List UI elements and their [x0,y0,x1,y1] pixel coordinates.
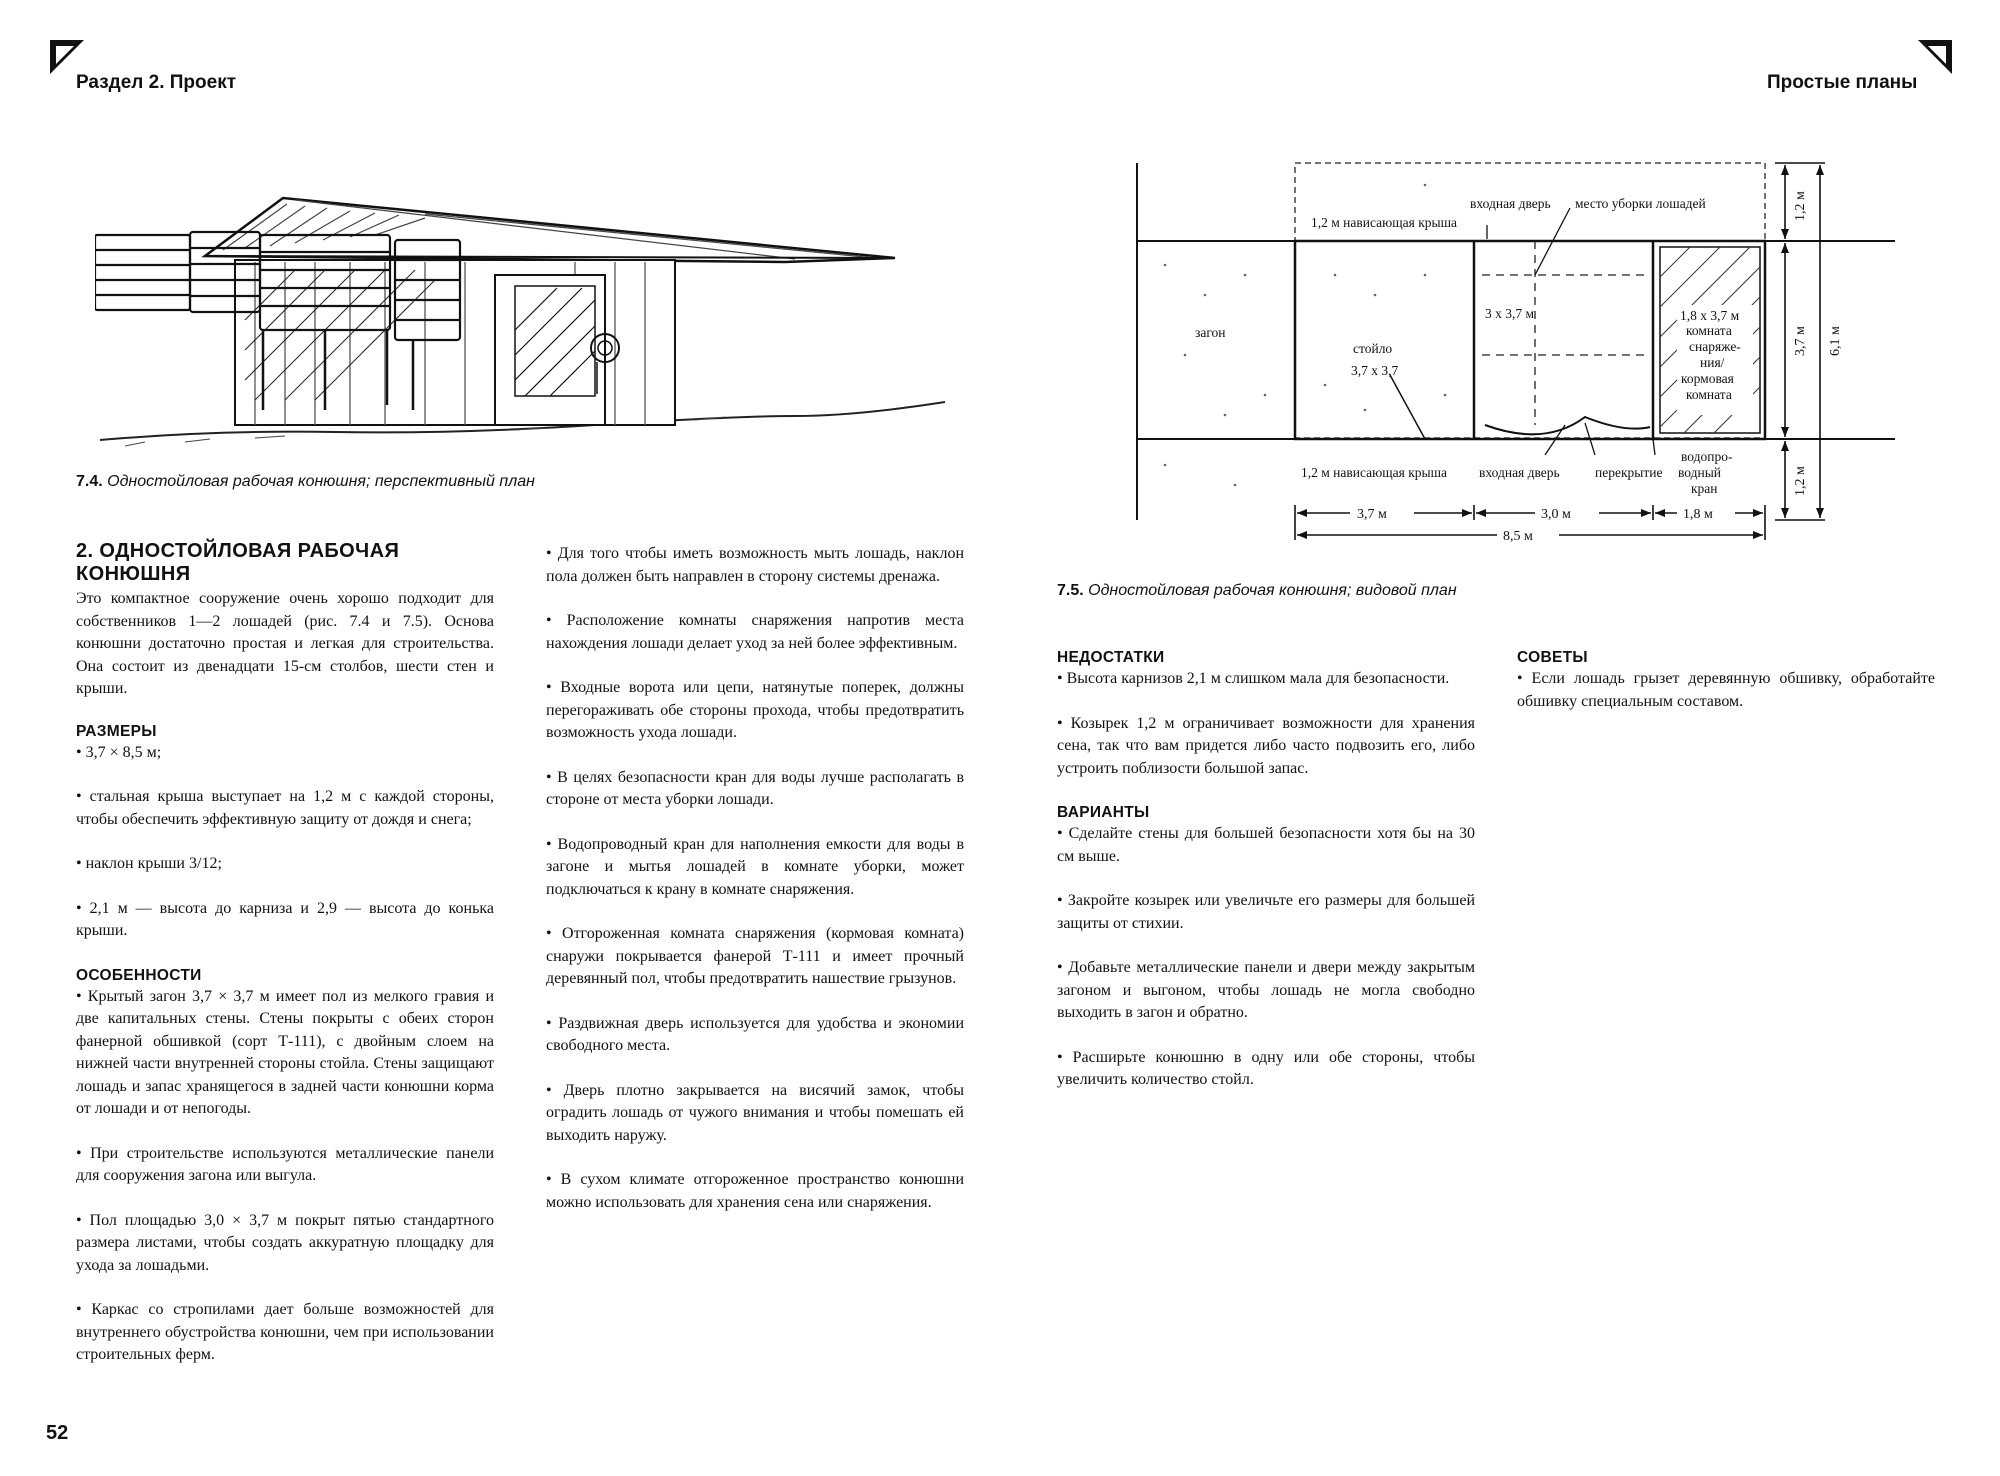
figure-7-5-text: Одностойловая рабочая конюшня; видовой план [1088,582,1457,599]
features-item: • Крытый загон 3,7 × 3,7 м имеет пол из мелкого гравия и две капитальных стены. Стены покрыты с обеих сторон фанерной обшивкой (сорт Т-111), с двойным слоем на нижней части внутренней стороны стойла. Стены защищают лошадь и запас хранящегося в задней части конюшни корма от лошади и от непогоды. [76,987,494,1117]
figure-7-4-number: 7.4. [76,473,103,490]
label-faucet-2: водный [1678,465,1722,480]
label-dim-6-1: 6,1 м [1828,326,1843,356]
label-dim-1-2-bottom: 1,2 м [1793,466,1808,496]
label-tack-2: комната [1686,323,1732,338]
running-head-left: Раздел 2. Проект [76,72,237,93]
sizes-item: • стальная крыша выступает на 1,2 м с каждой стороны, чтобы обеспечить эффективную защиту от дождя и снега; [76,788,494,828]
features-item: • Пол площадью 3,0 × 3,7 м покрыт пятью стандартного размера листами, чтобы создать аккуратную площадку для ухода за лошадьми. [76,1211,494,1274]
figure-7-5-number: 7.5. [1057,582,1084,599]
label-dim-3-0: 3,0 м [1541,507,1571,522]
tips-heading: СОВЕТЫ [1517,649,1588,666]
features-item: • В сухом климате отгороженное пространство конюшни можно использовать для хранения сена или снаряжения. [546,1171,964,1211]
label-tack-3: снаряже- [1689,339,1741,354]
label-dim-3-7: 3,7 м [1357,507,1387,522]
figure-7-4-text: Одностойловая рабочая конюшня; перспективный план [107,473,535,490]
figure-7-5-caption [1057,582,1457,600]
variants-item: • Добавьте металлические панели и двери между закрытым загоном и выгоном, чтобы лошадь не могла свободно выходить в загон и обратно. [1057,959,1475,1021]
corner-mark-right [1918,40,1952,74]
label-paddock: загон [1195,325,1226,340]
intro-paragraph: Это компактное сооружение очень хорошо подходит для собственников 1—2 лошадей (рис. 7.4 и 7.5). Основа конюшни достаточно простая и легкая для строительства. Она состоит из двенадцати 15-см столбов, шести стен и крыши. [76,590,494,697]
label-dim-1-2-top: 1,2 м [1793,191,1808,221]
column-2 [546,543,964,1236]
sizes-heading: РАЗМЕРЫ [76,722,157,740]
features-item: • В целях безопасности кран для воды лучше располагать в стороне от места уборки лошади. [546,768,964,808]
label-grooming-size: 3 x 3,7 м [1485,306,1535,321]
label-tack-5: кормовая [1681,371,1734,386]
column-1 [76,540,494,1389]
label-grooming: место уборки лошадей [1575,196,1706,211]
column-3 [1057,647,1475,1114]
variants-heading: ВАРИАНТЫ [1057,804,1150,821]
label-dim-8-5: 8,5 м [1503,529,1533,544]
label-tack-6: комната [1686,387,1732,402]
label-entry-top: входная дверь [1470,196,1551,211]
features-heading: ОСОБЕННОСТИ [76,966,202,984]
page-number: 52 [46,1422,69,1444]
features-item: • Для того чтобы иметь возможность мыть лошадь, наклон пола должен быть направлен в сторону системы дренажа. [546,545,964,585]
features-item: • При строительстве используются металлические панели для сооружения загона или выгула. [76,1144,494,1184]
section-title-line-1: 2. ОДНОСТОЙЛОВАЯ РАБОЧАЯ [76,540,400,562]
sizes-item: • 2,1 м — высота до карниза и 2,9 — высота до конька крыши. [76,899,494,939]
drawbacks-item: • Козырек 1,2 м ограничивает возможности для хранения сена, так что вам придется либо часто подвозить его, либо устроить поблизости большой запас. [1057,714,1475,777]
label-overhang-bottom: 1,2 м нависающая крыша [1301,465,1447,480]
label-tack-4: ния/ [1700,355,1725,370]
label-faucet-3: кран [1691,481,1718,496]
label-stall-1: стойло [1353,341,1393,356]
features-item: • Дверь плотно закрывается на висячий замок, чтобы оградить лошадь от чужого внимания и чтобы помешать ей выходить наружу. [546,1081,964,1144]
label-dim-1-8: 1,8 м [1683,507,1713,522]
sizes-item: • 3,7 × 8,5 м; [76,743,162,761]
figure-7-4-caption [76,473,535,491]
corner-mark-left [50,40,84,74]
variants-item: • Расширьте конюшню в одну или обе стороны, чтобы увеличить количество стойл. [1057,1048,1475,1088]
features-item: • Водопроводный кран для наполнения емкости для воды в загоне и мытья лошадей в комнате уборки, может подключаться к крану в комнате снаряжения. [546,835,964,898]
column-4 [1517,647,1935,735]
features-item: • Входные ворота или цепи, натянутые поперек, должны перегораживать обе стороны прохода, чтобы предотвратить возможность ухода лошади. [546,679,964,741]
running-head-right: Простые планы [1767,72,1918,93]
drawbacks-heading: НЕДОСТАТКИ [1057,649,1165,666]
features-item: • Расположение комнаты снаряжения напротив места нахождения лошади делает уход за ней более эффективным. [546,612,964,652]
features-item: • Раздвижная дверь используется для удобства и экономии свободного места. [546,1014,964,1054]
tips-item: • Если лошадь грызет деревянную обшивку, обработайте обшивку специальным составом. [1517,670,1935,710]
label-dim-3-7-v: 3,7 м [1793,326,1808,356]
sizes-item: • наклон крыши 3/12; [76,855,222,872]
features-item: • Отгороженная комната снаряжения (кормовая комната) снаружи покрывается фанерой Т-111 и имеет прочный деревянный пол, чтобы предотвратить нашествие грызунов. [546,925,964,987]
label-overhang-top: 1,2 м нависающая крыша [1311,215,1457,230]
label-stall-2: 3,7 x 3,7 [1351,363,1399,378]
figure-7-5-plan [1125,155,1970,575]
variants-item: • Сделайте стены для большей безопасности хотя бы на 30 см выше. [1057,825,1475,865]
drawbacks-item: • Высота карнизов 2,1 м слишком мала для безопасности. [1057,670,1450,687]
features-item: • Каркас со стропилами дает больше возможностей для внутреннего обустройства конюшни, чем при использовании строительных ферм. [76,1301,494,1363]
label-tack-1: 1,8 x 3,7 м [1680,308,1740,323]
section-title-line-2: КОНЮШНЯ [76,563,191,585]
label-crossties: перекрытие [1595,465,1663,480]
variants-item: • Закройте козырек или увеличьте его размеры для большей защиты от стихии. [1057,892,1475,932]
figure-7-4-drawing [95,180,955,455]
label-faucet-1: водопро- [1681,449,1733,464]
label-entry-bottom: входная дверь [1479,465,1560,480]
